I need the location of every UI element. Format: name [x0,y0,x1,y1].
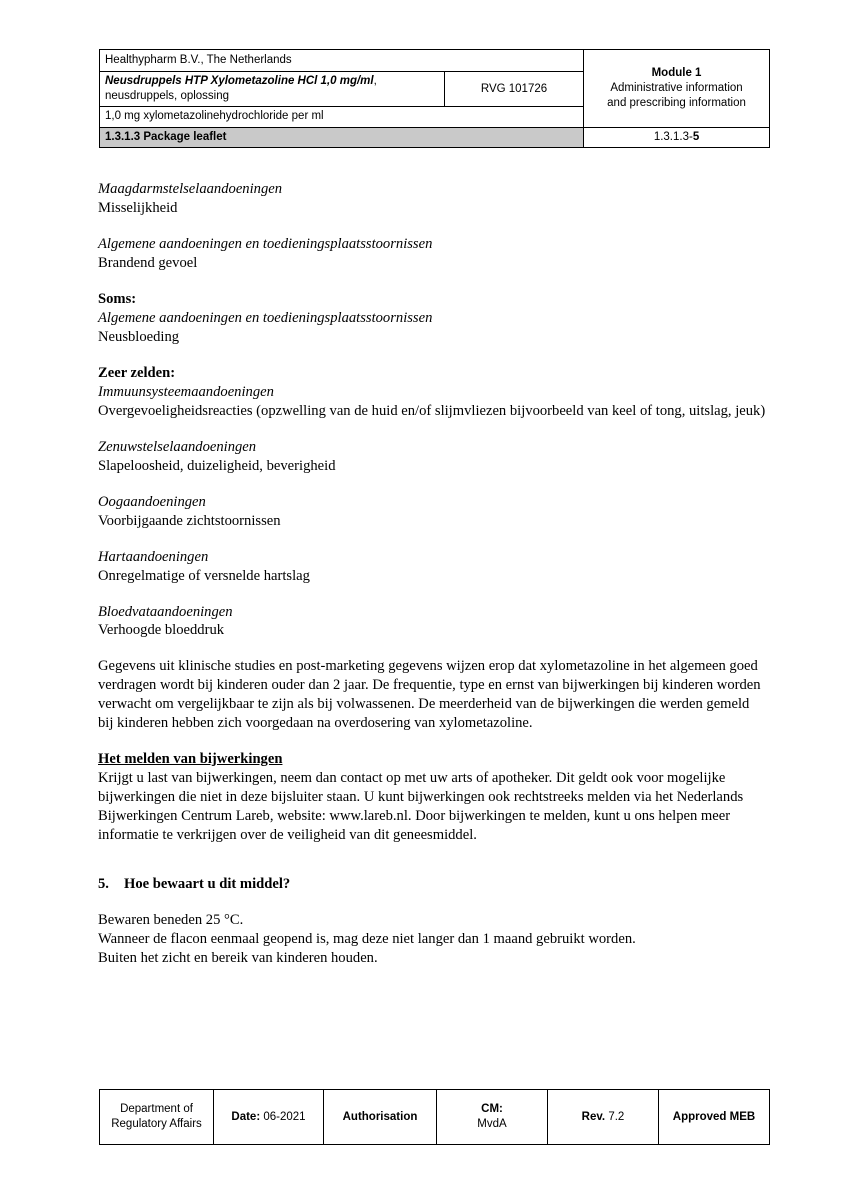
frequency-block-zeer-zelden [98,364,766,421]
header-module-subtitle-line2: and prescribing information [607,96,746,109]
adverse-effect-block-general [98,235,766,273]
header-rvg-number: RVG 101726 [445,72,584,107]
frequency-heading-zeer-zelden: Zeer zelden: [98,364,176,381]
footer-cm-value: MvdA [477,1118,507,1130]
paediatric-paragraph: Gegevens uit klinische studies en post-marketing gegevens wijzen erop dat xylometazoline in het algemeen goed verdragen wordt bij kinderen ouder dan 2 jaar. De frequentie, type en ernst van bijwerkingen bij kinderen worden verwacht om vergelijkbaar te zijn als bij volwassenen. De meerderheid van de bijwerkingen die werden gemeld bij kinderen hebben zich voorgedaan na overdosering van xylometazoline. [98,658,761,732]
header-module-title: Module 1 [651,66,702,79]
spacer [98,733,766,750]
storage-line-2: Wanneer de flacon eenmaal geopend is, mag deze niet langer dan 1 maand gebruikt worden. [98,931,636,948]
footer-cm [437,1090,548,1145]
header-strength: 1,0 mg xylometazolinehydrochloride per ml [100,107,584,127]
header-page-number-prefix: 1.3.1.3- [653,130,693,143]
adverse-effect-block-vascular [98,603,766,641]
spacer [98,640,766,657]
header-row-company [100,50,770,72]
footer-approved-label: Approved MEB [672,1110,756,1123]
soc-heading: Zenuwstelselaandoeningen [98,438,257,455]
header-section-title: 1.3.1.3 Package leaflet [100,127,584,147]
soc-item: Verhoogde bloeddruk [98,622,225,639]
spacer [98,476,766,493]
header-row-section [100,127,770,147]
footer-cm-label: CM: [481,1103,503,1116]
footer-date [214,1090,324,1145]
reporting-heading: Het melden van bijwerkingen [98,751,283,768]
header-product-name: Neusdruppels HTP Xylometazoline HCl 1,0 mg/ml [105,75,374,87]
spacer [98,845,766,875]
spacer [98,347,766,364]
footer-date-label: Date: [231,1110,261,1123]
frequency-block-soms [98,290,766,347]
soc-heading: Bloedvataandoeningen [98,603,233,620]
header-company-name: Healthypharm B.V., The Netherlands [100,50,584,72]
spacer [98,894,766,911]
soc-heading: Maagdarmstelselaandoeningen [98,181,283,197]
header-product-cell [100,72,445,107]
soc-item: Neusbloeding [98,328,180,345]
soc-item: Brandend gevoel [98,254,198,271]
document-header-table [99,49,770,148]
section-5-heading [98,875,766,894]
footer-date-value: 06-2021 [260,1110,306,1123]
section-5-number: 5. [98,876,109,893]
spacer [98,218,766,235]
footer-authorisation-label: Authorisation [342,1110,418,1123]
spacer [98,421,766,438]
footer-department [100,1090,214,1145]
storage-line-1: Bewaren beneden 25 °C. [98,912,244,929]
adverse-effect-block-cardiac [98,548,766,586]
soc-item: Overgevoeligheidsreacties (opzwelling van de huid en/of slijmvliezen bijvoorbeeld van keel of tong, uitslag, jeuk) [98,402,766,419]
soc-item: Onregelmatige of versnelde hartslag [98,567,310,584]
adverse-effect-block-eye [98,493,766,531]
footer-row [100,1090,770,1145]
footer-department-line1: Department of [120,1103,193,1116]
document-footer-table [99,1089,770,1145]
spacer [98,273,766,290]
soc-item: Misselijkheid [98,199,178,216]
soc-heading: Algemene aandoeningen en toedieningsplaatsstoornissen [98,235,433,252]
footer-department-line2: Regulatory Affairs [111,1118,202,1130]
soc-item: Voorbijgaande zichtstoornissen [98,512,281,529]
reporting-paragraph: Krijgt u last van bijwerkingen, neem dan contact op met uw arts of apotheker. Dit geldt ook voor mogelijke bijwerkingen die niet in deze bijsluiter staan. U kunt bijwerkingen ook rechtstreeks melden via het Nederlands Bijwerkingen Centrum Lareb, website: www.lareb.nl. Door bijwerkingen te melden, kunt u ons helpen meer informatie te verkrijgen over de veiligheid van dit geneesmiddel. [98,770,744,844]
footer-approved [659,1090,770,1145]
adverse-effect-block-nervous [98,438,766,476]
soc-heading: Hartaandoeningen [98,548,209,565]
header-product-form: , neusdruppels, oplossing [105,75,377,103]
footer-revision-value: 7.2 [605,1110,625,1123]
document-body [98,180,766,968]
header-page-number [584,127,770,147]
frequency-heading-soms: Soms: [98,290,137,307]
footer-revision [548,1090,659,1145]
soc-item: Slapeloosheid, duizeligheid, beverigheid [98,457,336,474]
footer-authorisation [324,1090,437,1145]
section-5-title: Hoe bewaart u dit middel? [124,876,291,893]
soc-heading: Algemene aandoeningen en toedieningsplaatsstoornissen [98,309,433,326]
spacer [98,531,766,548]
spacer [98,586,766,603]
soc-heading: Oogaandoeningen [98,493,206,510]
adverse-effect-block-gastrointestinal [98,180,766,218]
footer-revision-label: Rev. [581,1110,606,1123]
soc-heading: Immuunsysteemaandoeningen [98,383,274,400]
header-page-number-value: 5 [692,130,700,143]
header-module-subtitle-line1: Administrative information [610,81,743,94]
header-module-cell [584,50,770,128]
storage-line-3: Buiten het zicht en bereik van kinderen houden. [98,950,378,967]
